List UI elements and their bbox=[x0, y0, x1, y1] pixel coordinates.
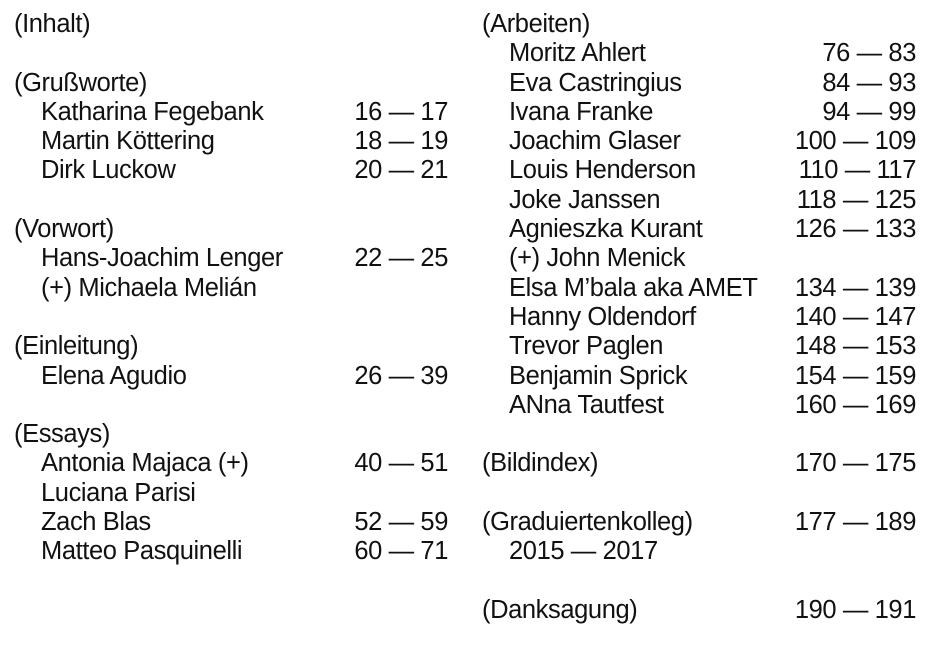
section-heading-essays: (Essays) bbox=[14, 420, 110, 449]
toc-entry[interactable] bbox=[14, 274, 448, 303]
entry-pages: 177 — 189 bbox=[794, 508, 916, 537]
entry-pages: 40 — 51 bbox=[354, 449, 448, 478]
entry-pages: 190 — 191 bbox=[794, 595, 916, 624]
entry-name: Joke Janssen bbox=[509, 185, 661, 214]
entry-pages: 26 — 39 bbox=[354, 361, 448, 390]
entry-name: Katharina Fegebank bbox=[41, 97, 264, 126]
entry-name: Antonia Majaca (+) bbox=[41, 449, 249, 478]
entry-pages: 100 — 109 bbox=[794, 127, 916, 156]
section-heading-bildindex: (Bildindex) bbox=[482, 449, 599, 478]
entry-pages: 160 — 169 bbox=[794, 390, 916, 419]
entry-name: Hanny Oldendorf bbox=[509, 302, 696, 331]
section-heading-arbeiten: (Arbeiten) bbox=[482, 10, 590, 38]
toc-entry-graduiertenkolleg[interactable] bbox=[482, 508, 916, 537]
toc-left-column bbox=[14, 10, 448, 567]
entry-name: Martin Köttering bbox=[41, 127, 215, 156]
entry-pages: 110 — 117 bbox=[798, 156, 916, 185]
entry-pages: 22 — 25 bbox=[354, 244, 448, 273]
toc-entry[interactable] bbox=[482, 362, 916, 391]
entry-pages: 118 — 125 bbox=[796, 185, 916, 214]
entry-name: (+) Michaela Melián bbox=[41, 273, 257, 302]
entry-name: Luciana Parisi bbox=[41, 478, 196, 507]
section-heading-inhalt: (Inhalt) bbox=[14, 10, 91, 38]
entry-pages: 170 — 175 bbox=[794, 449, 916, 478]
toc-entry[interactable] bbox=[482, 156, 916, 185]
toc-entry[interactable] bbox=[14, 449, 448, 478]
section-heading-vorwort: (Vorwort) bbox=[14, 215, 114, 244]
toc-entry[interactable] bbox=[14, 156, 448, 185]
toc-entry-subline bbox=[482, 537, 916, 566]
toc-entry[interactable] bbox=[482, 215, 916, 244]
entry-name: Dirk Luckow bbox=[41, 156, 176, 185]
section-heading-grussworte: (Grußworte) bbox=[14, 68, 148, 97]
section-heading-graduiertenkolleg: (Graduiertenkolleg) bbox=[482, 508, 693, 537]
entry-name: Benjamin Sprick bbox=[509, 361, 688, 390]
toc-right-column bbox=[482, 10, 916, 625]
toc-entry-danksagung[interactable] bbox=[482, 596, 916, 625]
entry-name: Louis Henderson bbox=[509, 156, 696, 185]
toc-entry[interactable] bbox=[14, 244, 448, 273]
entry-pages: 140 — 147 bbox=[794, 302, 916, 331]
toc-entry[interactable] bbox=[482, 332, 916, 361]
entry-pages: 52 — 59 bbox=[354, 508, 448, 537]
entry-name: Trevor Paglen bbox=[509, 332, 664, 361]
entry-pages: 84 — 93 bbox=[822, 68, 916, 97]
toc-entry[interactable] bbox=[482, 69, 916, 98]
entry-pages: 20 — 21 bbox=[354, 156, 448, 185]
entry-name: Hans-Joachim Lenger bbox=[41, 244, 283, 273]
toc-entry[interactable] bbox=[482, 391, 916, 420]
entry-name: (+) John Menick bbox=[509, 244, 686, 273]
entry-name: Eva Castringius bbox=[509, 68, 682, 97]
entry-pages: 94 — 99 bbox=[822, 97, 916, 126]
entry-pages: 148 — 153 bbox=[794, 332, 916, 361]
toc-entry[interactable] bbox=[14, 362, 448, 391]
entry-name: ANna Tautfest bbox=[509, 390, 664, 419]
entry-pages: 154 — 159 bbox=[794, 361, 916, 390]
toc-entry-bildindex[interactable] bbox=[482, 449, 916, 478]
entry-pages: 18 — 19 bbox=[354, 127, 448, 156]
toc-entry[interactable] bbox=[482, 274, 916, 303]
entry-name: Joachim Glaser bbox=[509, 127, 681, 156]
section-heading-einleitung: (Einleitung) bbox=[14, 332, 139, 361]
entry-name: Ivana Franke bbox=[509, 97, 654, 126]
toc-entry[interactable] bbox=[14, 127, 448, 156]
entry-pages: 60 — 71 bbox=[354, 537, 448, 566]
entry-name: Elena Agudio bbox=[41, 361, 187, 390]
entry-pages: 76 — 83 bbox=[822, 39, 916, 68]
toc-entry[interactable] bbox=[482, 39, 916, 68]
entry-name: Agnieszka Kurant bbox=[509, 215, 703, 244]
toc-entry[interactable] bbox=[482, 303, 916, 332]
toc-entry[interactable] bbox=[14, 508, 448, 537]
entry-pages: 134 — 139 bbox=[794, 273, 916, 302]
entry-name: Zach Blas bbox=[41, 508, 151, 537]
toc-entry[interactable] bbox=[14, 479, 448, 508]
entry-name: Moritz Ahlert bbox=[509, 39, 646, 68]
entry-name: Elsa M’bala aka AMET bbox=[509, 273, 758, 302]
entry-years: 2015 — 2017 bbox=[509, 537, 658, 566]
toc-entry[interactable] bbox=[14, 98, 448, 127]
toc-entry[interactable] bbox=[482, 98, 916, 127]
toc-entry[interactable] bbox=[482, 244, 916, 273]
toc-entry[interactable] bbox=[14, 537, 448, 566]
toc-entry[interactable] bbox=[482, 186, 916, 215]
entry-pages: 16 — 17 bbox=[354, 97, 448, 126]
entry-pages: 126 — 133 bbox=[794, 215, 916, 244]
toc-entry[interactable] bbox=[482, 127, 916, 156]
section-heading-danksagung: (Danksagung) bbox=[482, 595, 638, 624]
entry-name: Matteo Pasquinelli bbox=[41, 537, 243, 566]
